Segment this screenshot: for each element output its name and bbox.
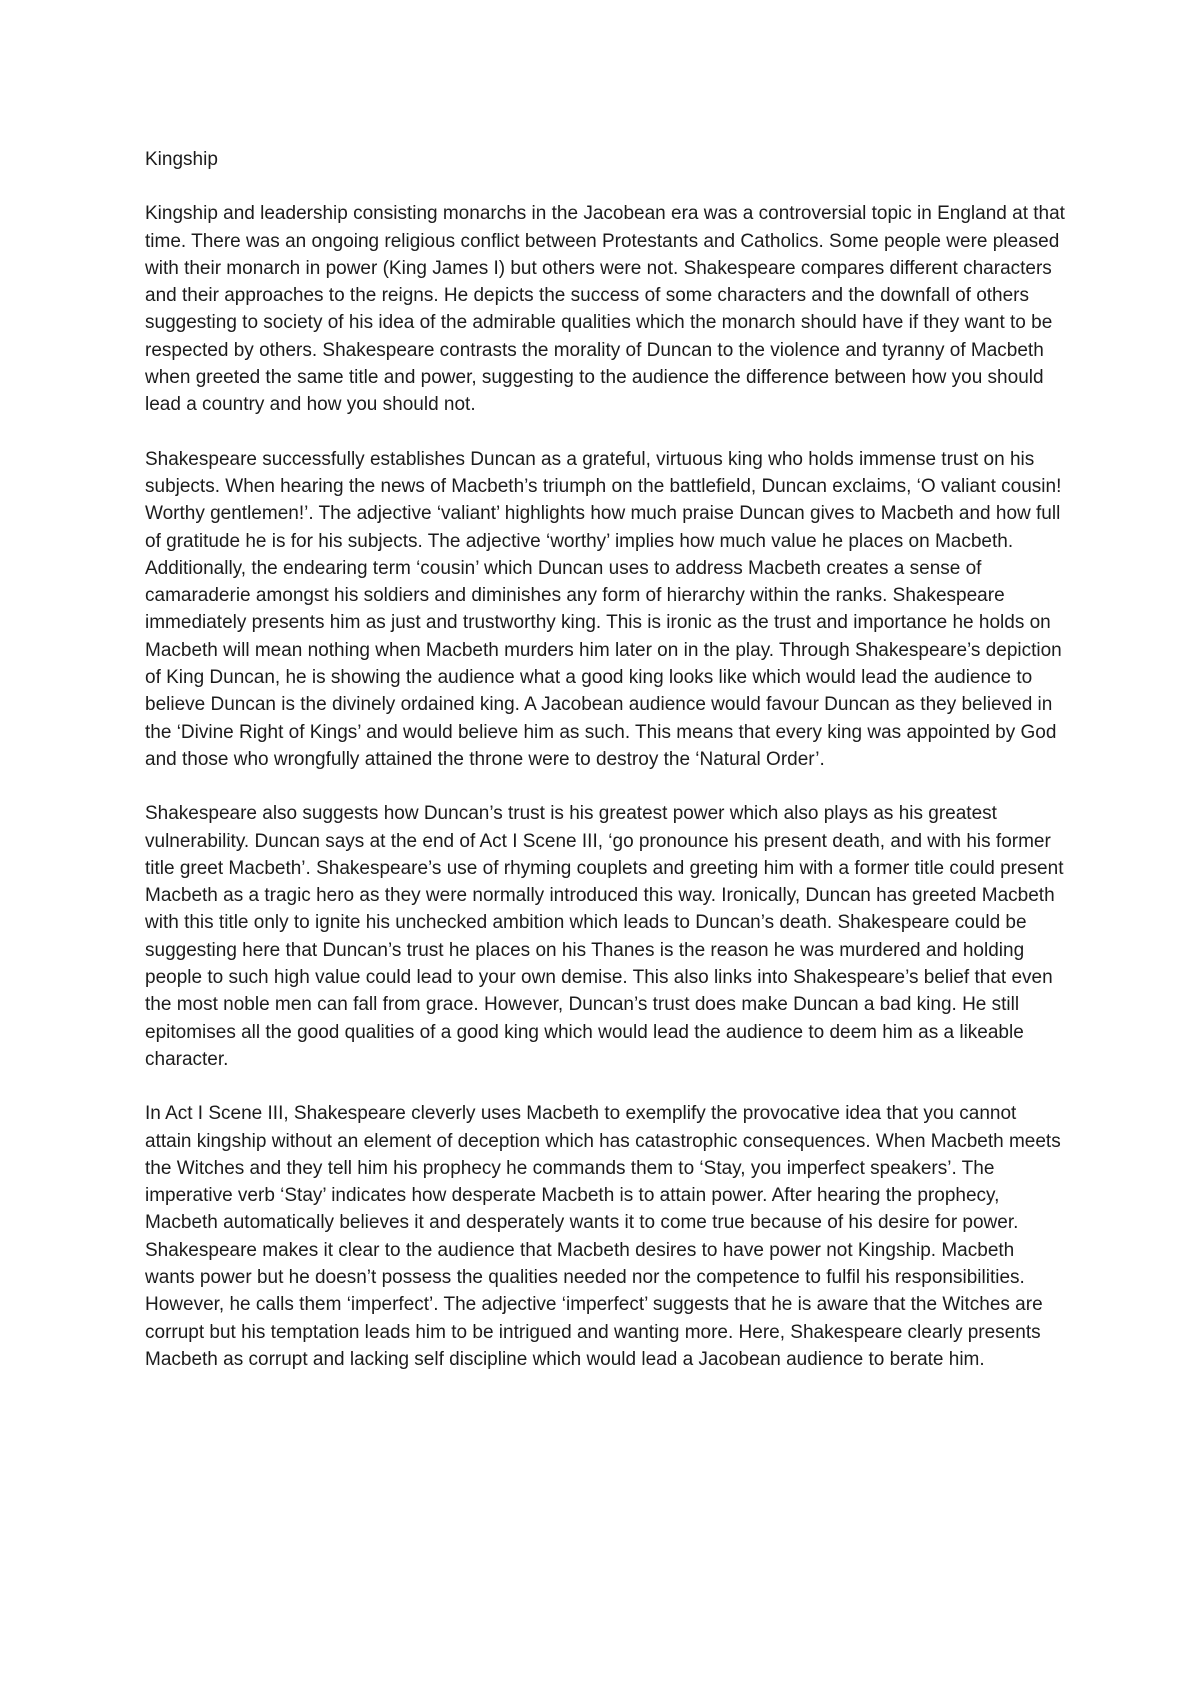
paragraph-intro: Kingship and leadership consisting monarchs in the Jacobean era was a controversial topic in England at that time. There was an ongoing religious conflict between Protestants and Catholics. Some people were pleased with their monarch in power (King James I) but others were not. Shakespeare compares different characters and their approaches to the reigns. He depicts the success of some characters and the downfall of others suggesting to society of his idea of the admirable qualities which the monarch should have if they want to be respected by others. Shakespeare contrasts the morality of Duncan to the violence and tyranny of Macbeth when greeted the same title and power, suggesting to the audience the difference between how you should lead a country and how you should not. — [145, 203, 1065, 416]
paragraph-duncan-virtue: Shakespeare successfully establishes Duncan as a grateful, virtuous king who holds immense trust on his subjects. When hearing the news of Macbeth’s triumph on the battlefield, Duncan exclaims, ‘O valiant cousin! Worthy gentlemen!’. The adjective ‘valiant’ highlights how much praise Duncan gives to Macbeth and how full of gratitude he is for his subjects. The adjective ‘worthy’ implies how much value he places on Macbeth. Additionally, the endearing term ‘cousin’ which Duncan uses to address Macbeth creates a sense of camaraderie amongst his soldiers and diminishes any form of hierarchy within the ranks. Shakespeare immediately presents him as just and trustworthy king. This is ironic as the trust and importance he holds on Macbeth will mean nothing when Macbeth murders him later on in the play. Through Shakespeare’s depiction of King Duncan, he is showing the audience what a good king looks like which would lead the audience to believe Duncan is the divinely ordained king. A Jacobean audience would favour Duncan as they believed in the ‘Divine Right of Kings’ and would believe him as such. This means that every king was appointed by God and those who wrongfully attained the throne were to destroy the ‘Natural Order’. — [145, 448, 1062, 770]
essay-title: Kingship — [145, 149, 218, 170]
essay-body — [145, 146, 1065, 1373]
paragraph-duncan-trust: Shakespeare also suggests how Duncan’s trust is his greatest power which also plays as his greatest vulnerability. Duncan says at the end of Act I Scene III, ‘go pronounce his present death, and with his former title greet Macbeth’. Shakespeare’s use of rhyming couplets and greeting him with a former title could present Macbeth as a tragic hero as they were normally introduced this way. Ironically, Duncan has greeted Macbeth with this title only to ignite his unchecked ambition which leads to Duncan’s death. Shakespeare could be suggesting here that Duncan’s trust he places on his Thanes is the reason he was murdered and holding people to such high value could lead to your own demise. This also links into Shakespeare’s belief that even the most noble men can fall from grace. However, Duncan’s trust does make Duncan a bad king. He still epitomises all the good qualities of a good king which would lead the audience to deem him as a likeable character. — [145, 803, 1064, 1070]
paragraph-macbeth-deception: In Act I Scene III, Shakespeare cleverly uses Macbeth to exemplify the provocative idea that you cannot attain kingship without an element of deception which has catastrophic consequences. When Macbeth meets the Witches and they tell him his prophecy he commands them to ‘Stay, you imperfect speakers’. The imperative verb ‘Stay’ indicates how desperate Macbeth is to attain power. After hearing the prophecy, Macbeth automatically believes it and desperately wants it to come true because of his desire for power. Shakespeare makes it clear to the audience that Macbeth desires to have power not Kingship. Macbeth wants power but he doesn’t possess the qualities needed nor the competence to fulfil his responsibilities. However, he calls them ‘imperfect’. The adjective ‘imperfect’ suggests that he is aware that the Witches are corrupt but his temptation leads him to be intrigued and wanting more. Here, Shakespeare clearly presents Macbeth as corrupt and lacking self discipline which would lead a Jacobean audience to berate him. — [145, 1103, 1061, 1370]
